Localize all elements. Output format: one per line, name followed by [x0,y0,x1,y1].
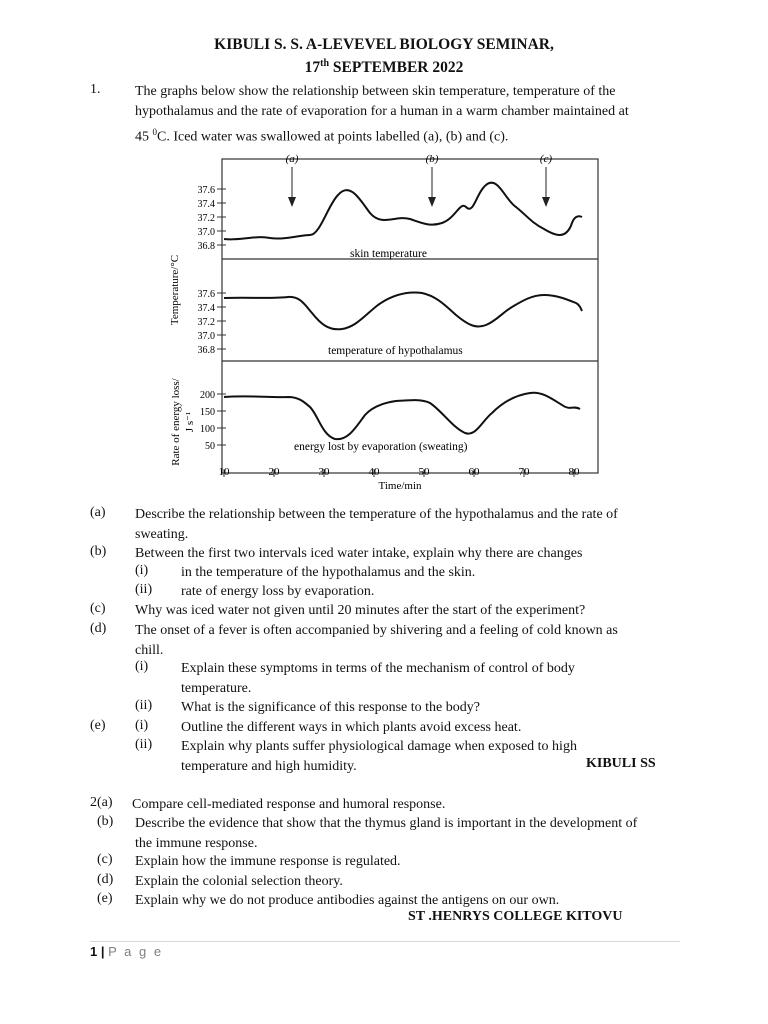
svg-text:(b): (b) [425,153,439,165]
sweating-rate-curve [224,393,580,440]
tick-label: 37.6 [197,289,215,300]
part-label: (c) [97,852,113,867]
subpart-label: (i) [135,563,149,578]
part-label: (d) [90,621,107,636]
tick-label: 80 [568,466,580,478]
part-label: 2(a) [90,795,113,810]
tick-label: 20 [268,466,280,478]
tick-label: 37.2 [197,317,215,328]
subpart-label: (i) [135,718,149,733]
question-1c: Why was iced water not given until 20 minutes after the start of the experiment? [135,603,586,618]
intro-line: 45 $^0$C. Iced water was swallowed at points labelled (a), (b) and (c). [135,127,509,145]
question-1-intro [135,82,675,148]
question-1b: Between the first two intervals iced water intake, explain why there are changes [135,546,583,561]
question-1b-ii: rate of energy loss by evaporation. [181,584,375,599]
question-2e: Explain why we do not produce antibodies against the antigens on our own. [135,893,560,908]
subpart-label: (i) [135,659,149,674]
tick-label: 36.8 [197,241,215,252]
seminar-date [0,58,768,77]
figure-frame [222,159,598,473]
question-2d: Explain the colonial selection theory. [135,874,343,889]
iced-water-arrow-a [286,153,299,207]
question-1-number: 1. [90,82,101,97]
tick-label: 37.6 [197,185,215,196]
footer-divider [90,941,680,942]
energy-axis-label-line2: J s⁻¹ [184,411,196,433]
sweating-label: energy lost by evaporation (sweating) [294,441,468,453]
page-footer [90,944,163,959]
energy-axis-label-line1: Rate of energy loss/ [170,378,182,466]
part-label: (b) [97,814,114,829]
tick-label: 150 [200,407,215,418]
tick-label: 50 [205,441,215,452]
time-axis-label: Time/min [378,480,422,492]
svg-text:(c): (c) [539,153,553,165]
question-1e-i: Outline the different ways in which plants avoid excess heat. [181,720,522,735]
question-1d-i: Explain these symptoms in terms of the mechanism of control of body temperature. [181,661,575,696]
page-number: 1 [90,944,98,959]
date-rest: SEPTEMBER 2022 [329,59,464,77]
question-2a: Compare cell-mediated response and humoral response. [132,797,446,812]
part-label: (e) [90,718,106,733]
hypothalamus-temperature-curve [224,293,582,330]
date-day: 17 [304,59,321,77]
question-2b: Describe the evidence that show that the thymus gland is important in the development of the immune response. [135,816,638,851]
tick-label: 36.8 [197,345,215,356]
tick-label: 10 [218,466,230,478]
seminar-title: KIBULI S. S. A-LEVEVEL BIOLOGY SEMINAR, [214,36,554,53]
subpart-label: (ii) [135,582,153,597]
school-credit-st-henrys: ST .HENRYS COLLEGE KITOVU [408,909,623,924]
part-label: (e) [97,891,113,906]
hypothalamus-ticks [198,289,216,356]
tick-label: 37.2 [197,213,215,224]
iced-water-arrow-b [426,153,439,207]
skin-temperature-label: skin temperature [350,248,427,260]
part-label: (c) [90,601,106,616]
energy-loss-ticks [200,390,215,452]
question-1b-i: in the temperature of the hypothalamus and the skin. [181,565,476,580]
question-1d-ii: What is the significance of this response to the body? [181,700,480,715]
tick-label: 200 [200,390,215,401]
question-1a: Describe the relationship between the temperature of the hypothalamus and the rate of sweating. [135,507,618,542]
tick-label: 37.0 [197,331,215,342]
tick-label: 60 [468,466,480,478]
part-label: (b) [90,544,107,559]
intro-line: hypothalamus and the rate of evaporation for a human in a warm chamber maintained at [135,104,629,119]
tick-label: 100 [200,424,215,435]
tick-label: 37.4 [197,303,215,314]
tick-label: 30 [318,466,330,478]
page-word: P a g e [108,944,164,959]
tick-label: 50 [418,466,430,478]
subpart-label: (ii) [135,737,153,752]
question-2c: Explain how the immune response is regulated. [135,854,401,869]
skin-temperature-curve [224,183,582,240]
footer-separator: | [97,944,109,959]
skin-temperature-ticks [198,185,216,252]
question-1e-ii: Explain why plants suffer physiological damage when exposed to high temperature and high humidity. [181,739,577,774]
tick-label: 37.4 [197,199,215,210]
temperature-axis-label: Temperature/°C [169,254,181,326]
part-label: (a) [90,505,106,520]
tick-label: 37.0 [197,227,215,238]
time-axis-ticks [219,466,581,478]
hypothalamus-label: temperature of hypothalamus [328,345,463,357]
subpart-label: (ii) [135,698,153,713]
svg-text:(a): (a) [285,153,299,165]
question-1d: The onset of a fever is often accompanied by shivering and a feeling of cold known as chill. [135,623,618,658]
physiology-figure [160,145,600,495]
tick-label: 70 [518,466,530,478]
tick-label: 40 [368,466,380,478]
intro-line: The graphs below show the relationship between skin temperature, temperature of the [135,84,616,99]
school-credit-kibuli: KIBULI SS [586,756,656,771]
date-suffix: th [320,58,330,69]
part-label: (d) [97,872,114,887]
iced-water-arrow-c [540,153,553,207]
